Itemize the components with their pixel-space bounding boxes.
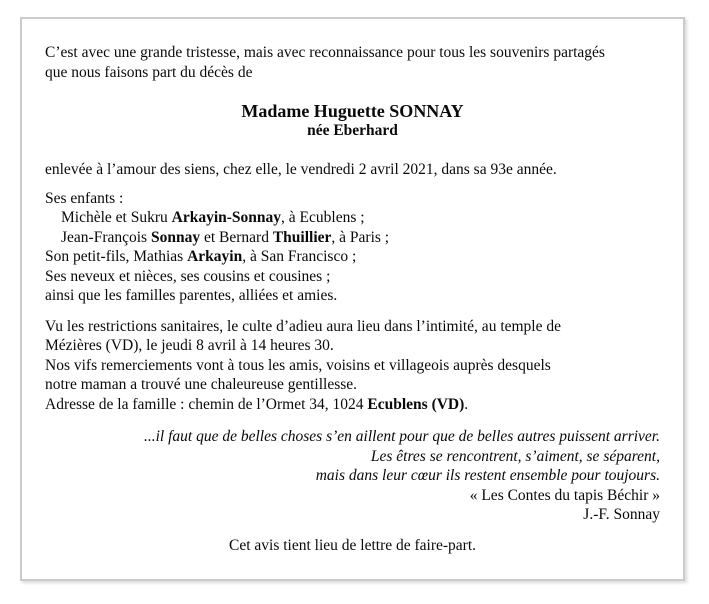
deceased-block [45, 101, 660, 141]
death-notice-card [20, 17, 685, 581]
family-child-2-pre: Jean-François [61, 228, 151, 246]
family-section [45, 189, 660, 306]
ceremony-line-4: notre maman a trouvé une chaleureuse gentillesse. [45, 376, 358, 393]
grandson-name: Arkayin [187, 248, 243, 265]
family-child-1-name: Arkayin-Sonnay [171, 209, 282, 226]
family-child-1-pre: Michèle et Sukru [61, 209, 172, 226]
family-child-2-post: , à Paris ; [331, 228, 390, 246]
address-city: Ecublens (VD) [367, 395, 465, 413]
deceased-name: Madame Huguette SONNAY [241, 101, 464, 121]
grandson-post: , à San Francisco ; [242, 248, 357, 265]
quote-source: « Les Contes du tapis Béchir » [469, 486, 660, 504]
family-child-line-1 [45, 208, 660, 228]
intro-paragraph [45, 43, 660, 82]
family-address-line [45, 395, 660, 415]
family-child-1-post: , à Ecublens ; [281, 209, 365, 226]
relatives-line: Ses neveux et nièces, ses cousins et cousines ; [45, 267, 331, 285]
grandson-pre: Son petit-fils, Mathias [45, 248, 188, 265]
death-announcement: enlevée à l’amour des siens, chez elle, le vendredi 2 avril 2021, dans sa 93e année. [45, 161, 557, 178]
intro-line-2: que nous faisons part du décès de [45, 63, 253, 81]
family-child-2-name-2: Thuillier [272, 228, 332, 246]
ceremony-section [45, 317, 660, 415]
quote-line-3: mais dans leur cœur ils restent ensemble pour toujours. [315, 467, 660, 484]
address-pre: Adresse de la famille : chemin de l’Ormet 34, 1024 [45, 395, 368, 413]
families-line: ainsi que les familles parentes, alliées et amies. [45, 287, 338, 304]
family-heading: Ses enfants : [45, 189, 124, 207]
ceremony-line-3: Nos vifs remerciements vont à tous les amis, voisins et villageois auprès desquels [45, 356, 551, 374]
grandson-line [45, 247, 660, 267]
quote-line-2: Les êtres se rencontrent, s’aiment, se séparent, [370, 447, 660, 465]
ceremony-line-2: Mézières (VD), le jeudi 8 avril à 14 heures 30. [45, 337, 334, 354]
family-child-line-2 [45, 228, 660, 248]
ceremony-line-1: Vu les restrictions sanitaires, le culte d’adieu aura lieu dans l’intimité, au temple de [45, 317, 561, 335]
family-child-2-mid: et Bernard [200, 228, 273, 246]
quote-line-1: ...il faut que de belles choses s’en aillent pour que de belles autres puissent arriver. [143, 428, 660, 445]
quote-author: J.-F. Sonnay [583, 506, 660, 523]
quote-section [45, 427, 660, 525]
footer-note: Cet avis tient lieu de lettre de faire-part. [228, 536, 477, 554]
deceased-maiden-name: née Eberhard [307, 122, 398, 139]
address-post: . [464, 395, 469, 413]
family-child-2-name-1: Sonnay [150, 228, 201, 246]
intro-line-1: C’est avec une grande tristesse, mais avec reconnaissance pour tous les souvenirs partagés [45, 44, 605, 61]
